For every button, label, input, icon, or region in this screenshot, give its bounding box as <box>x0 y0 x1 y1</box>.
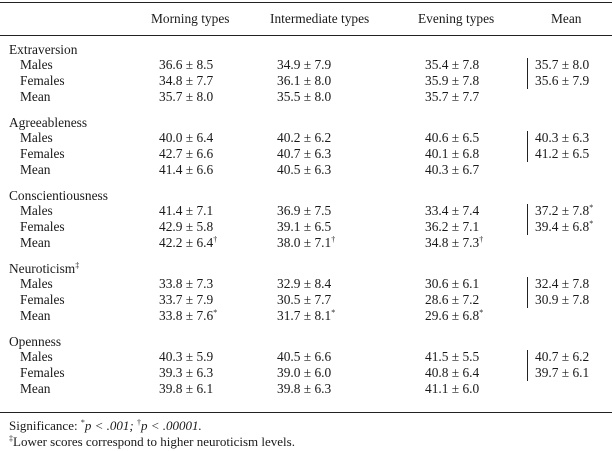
cell-value: 40.3 ± 6.3 <box>535 130 590 145</box>
cell-value: 29.6 ± 6.8 <box>425 308 480 323</box>
cell-value: 40.5 ± 6.6 <box>277 349 332 364</box>
table-row <box>0 89 612 105</box>
cell-value: 41.4 ± 6.6 <box>159 162 214 177</box>
row-label: Males <box>20 203 53 218</box>
cell-c3 <box>425 57 479 73</box>
cell-c2 <box>277 203 331 219</box>
cell-c3 <box>425 235 483 251</box>
section-title <box>9 115 87 131</box>
mean-column-separator <box>527 204 528 235</box>
cell-value: 40.8 ± 6.4 <box>425 365 480 380</box>
cell-value: 40.7 ± 6.2 <box>535 349 590 364</box>
cell-value: 39.8 ± 6.3 <box>277 381 332 396</box>
cell-c2 <box>277 349 331 365</box>
cell-value: 40.0 ± 6.4 <box>159 130 214 145</box>
table-bottom-rule <box>0 412 612 413</box>
cell-significance-mark: † <box>479 235 484 244</box>
cell-c1 <box>159 146 213 162</box>
cell-value: 35.4 ± 7.8 <box>425 57 480 72</box>
cell-c3 <box>425 292 479 308</box>
cell-significance-mark: * <box>331 308 336 317</box>
cell-value: 35.7 ± 8.0 <box>159 89 214 104</box>
table-row <box>0 349 612 365</box>
cell-value: 35.6 ± 7.9 <box>535 73 590 88</box>
cell-c3 <box>425 203 479 219</box>
cell-value: 41.4 ± 7.1 <box>159 203 214 218</box>
cell-value: 40.6 ± 6.5 <box>425 130 480 145</box>
row-label: Males <box>20 349 53 364</box>
section-title-text: Conscientiousness <box>9 188 108 203</box>
row-label: Mean <box>20 308 51 323</box>
cell-c2 <box>277 381 331 397</box>
column-header-mean: Mean <box>551 11 582 26</box>
cell-value: 39.8 ± 6.1 <box>159 381 214 396</box>
section-title <box>9 42 77 58</box>
row-label: Mean <box>20 235 51 250</box>
row-label: Mean <box>20 162 51 177</box>
cell-c2 <box>277 57 331 73</box>
cell-value: 36.2 ± 7.1 <box>425 219 480 234</box>
cell-c3 <box>425 308 483 324</box>
table-row <box>0 381 612 397</box>
cell-value: 41.2 ± 6.5 <box>535 146 590 161</box>
footnote-significance-label: Significance: <box>9 418 81 433</box>
cell-value: 31.7 ± 8.1 <box>277 308 332 323</box>
cell-value: 34.8 ± 7.3 <box>425 235 480 250</box>
row-label: Mean <box>20 89 51 104</box>
cell-c3 <box>425 276 479 292</box>
mean-column-separator <box>527 131 528 162</box>
cell-value: 40.1 ± 6.8 <box>425 146 480 161</box>
cell-significance-mark: * <box>479 308 484 317</box>
cell-value: 32.9 ± 8.4 <box>277 276 332 291</box>
cell-c4 <box>535 365 589 381</box>
cell-value: 34.8 ± 7.7 <box>159 73 214 88</box>
row-label: Females <box>20 73 65 88</box>
cell-value: 35.9 ± 7.8 <box>425 73 480 88</box>
cell-c1 <box>159 130 213 146</box>
cell-value: 39.4 ± 6.8 <box>535 219 590 234</box>
cell-value: 32.4 ± 7.8 <box>535 276 590 291</box>
cell-c4 <box>535 349 589 365</box>
cell-value: 39.7 ± 6.1 <box>535 365 590 380</box>
section-title-text: Openness <box>9 334 62 349</box>
cell-c2 <box>277 162 331 178</box>
footnote-neuroticism-text: Lower scores correspond to higher neuroticism levels. <box>13 434 295 449</box>
cell-value: 33.8 ± 7.6 <box>159 308 214 323</box>
cell-c1 <box>159 276 213 292</box>
cell-value: 39.1 ± 6.5 <box>277 219 332 234</box>
cell-c4 <box>535 219 593 235</box>
cell-significance-mark: * <box>589 203 594 212</box>
cell-value: 35.7 ± 8.0 <box>535 57 590 72</box>
cell-significance-mark: * <box>213 308 218 317</box>
cell-value: 41.5 ± 5.5 <box>425 349 480 364</box>
table-row <box>0 235 612 251</box>
cell-value: 40.2 ± 6.2 <box>277 130 332 145</box>
table-row <box>0 130 612 146</box>
cell-c3 <box>425 130 479 146</box>
table-row <box>0 146 612 162</box>
cell-c1 <box>159 57 213 73</box>
cell-c3 <box>425 73 479 89</box>
table-row <box>0 276 612 292</box>
footnote-significance <box>9 418 202 434</box>
row-label: Females <box>20 292 65 307</box>
cell-c4 <box>535 73 589 89</box>
section-title-mark: ‡ <box>75 261 80 270</box>
row-label: Males <box>20 57 53 72</box>
table-row <box>0 57 612 73</box>
cell-c3 <box>425 162 479 178</box>
row-label: Males <box>20 130 53 145</box>
table-top-rule <box>0 2 612 3</box>
cell-value: 34.9 ± 7.9 <box>277 57 332 72</box>
table-row <box>0 308 612 324</box>
cell-c4 <box>535 292 589 308</box>
cell-value: 40.7 ± 6.3 <box>277 146 332 161</box>
cell-c2 <box>277 89 331 105</box>
column-header-evening-types: Evening types <box>418 11 495 26</box>
mean-column-separator <box>527 350 528 381</box>
table-row <box>0 203 612 219</box>
cell-c2 <box>277 365 331 381</box>
cell-value: 37.2 ± 7.8 <box>535 203 590 218</box>
cell-c3 <box>425 219 479 235</box>
cell-c1 <box>159 89 213 105</box>
table-row <box>0 219 612 235</box>
cell-value: 28.6 ± 7.2 <box>425 292 480 307</box>
table-row <box>0 365 612 381</box>
cell-value: 30.6 ± 6.1 <box>425 276 480 291</box>
cell-value: 36.9 ± 7.5 <box>277 203 332 218</box>
cell-value: 33.4 ± 7.4 <box>425 203 480 218</box>
cell-value: 33.7 ± 7.9 <box>159 292 214 307</box>
cell-c2 <box>277 308 335 324</box>
footnote-star-text: p < .001; <box>84 418 137 433</box>
table-row <box>0 292 612 308</box>
cell-value: 36.1 ± 8.0 <box>277 73 332 88</box>
cell-value: 39.0 ± 6.0 <box>277 365 332 380</box>
cell-c2 <box>277 146 331 162</box>
section-title-text: Agreeableness <box>9 115 88 130</box>
cell-c2 <box>277 73 331 89</box>
section-title <box>9 261 79 277</box>
table-header-rule <box>0 35 612 36</box>
cell-c1 <box>159 381 213 397</box>
cell-c2 <box>277 130 331 146</box>
cell-c1 <box>159 349 213 365</box>
footnote-dagger-mark: † <box>136 418 141 427</box>
cell-c1 <box>159 365 213 381</box>
mean-column-separator <box>527 58 528 89</box>
cell-value: 40.3 ± 6.7 <box>425 162 480 177</box>
cell-c4 <box>535 130 589 146</box>
cell-value: 40.3 ± 5.9 <box>159 349 214 364</box>
row-label: Males <box>20 276 53 291</box>
cell-value: 33.8 ± 7.3 <box>159 276 214 291</box>
cell-c2 <box>277 276 331 292</box>
table-row <box>0 162 612 178</box>
cell-value: 42.7 ± 6.6 <box>159 146 214 161</box>
section-title-text: Extraversion <box>9 42 78 57</box>
cell-c2 <box>277 292 331 308</box>
cell-c3 <box>425 349 479 365</box>
cell-value: 39.3 ± 6.3 <box>159 365 214 380</box>
cell-value: 41.1 ± 6.0 <box>425 381 480 396</box>
cell-value: 35.5 ± 8.0 <box>277 89 332 104</box>
cell-value: 42.2 ± 6.4 <box>159 235 214 250</box>
cell-c4 <box>535 146 589 162</box>
section-title <box>9 188 108 204</box>
footnote-star-mark: * <box>80 418 85 427</box>
cell-c3 <box>425 146 479 162</box>
row-label: Females <box>20 365 65 380</box>
cell-c1 <box>159 235 217 251</box>
section-title-text: Neuroticism <box>9 261 76 276</box>
cell-c3 <box>425 365 479 381</box>
mean-column-separator <box>527 277 528 308</box>
cell-c3 <box>425 381 479 397</box>
cell-c1 <box>159 162 213 178</box>
cell-value: 42.9 ± 5.8 <box>159 219 214 234</box>
cell-value: 30.9 ± 7.8 <box>535 292 590 307</box>
cell-c2 <box>277 219 331 235</box>
cell-c4 <box>535 276 589 292</box>
cell-c1 <box>159 219 213 235</box>
column-header-morning-types: Morning types <box>151 11 230 26</box>
cell-c3 <box>425 89 479 105</box>
cell-c1 <box>159 73 213 89</box>
cell-c1 <box>159 292 213 308</box>
cell-significance-mark: † <box>331 235 336 244</box>
cell-significance-mark: * <box>589 219 594 228</box>
cell-c4 <box>535 203 593 219</box>
cell-value: 30.5 ± 7.7 <box>277 292 332 307</box>
cell-value: 36.6 ± 8.5 <box>159 57 214 72</box>
cell-c2 <box>277 235 335 251</box>
footnote-dagger-text: p < .00001. <box>140 418 202 433</box>
table-row <box>0 73 612 89</box>
cell-c4 <box>535 57 589 73</box>
footnote-neuroticism <box>9 434 295 450</box>
row-label: Females <box>20 146 65 161</box>
cell-significance-mark: † <box>213 235 218 244</box>
footnote-double-dagger-mark: ‡ <box>9 434 13 443</box>
row-label: Females <box>20 219 65 234</box>
section-title <box>9 334 61 350</box>
cell-value: 35.7 ± 7.7 <box>425 89 480 104</box>
cell-value: 38.0 ± 7.1 <box>277 235 332 250</box>
cell-value: 40.5 ± 6.3 <box>277 162 332 177</box>
cell-c1 <box>159 308 217 324</box>
column-header-intermediate-types: Intermediate types <box>270 11 370 26</box>
cell-c1 <box>159 203 213 219</box>
row-label: Mean <box>20 381 51 396</box>
